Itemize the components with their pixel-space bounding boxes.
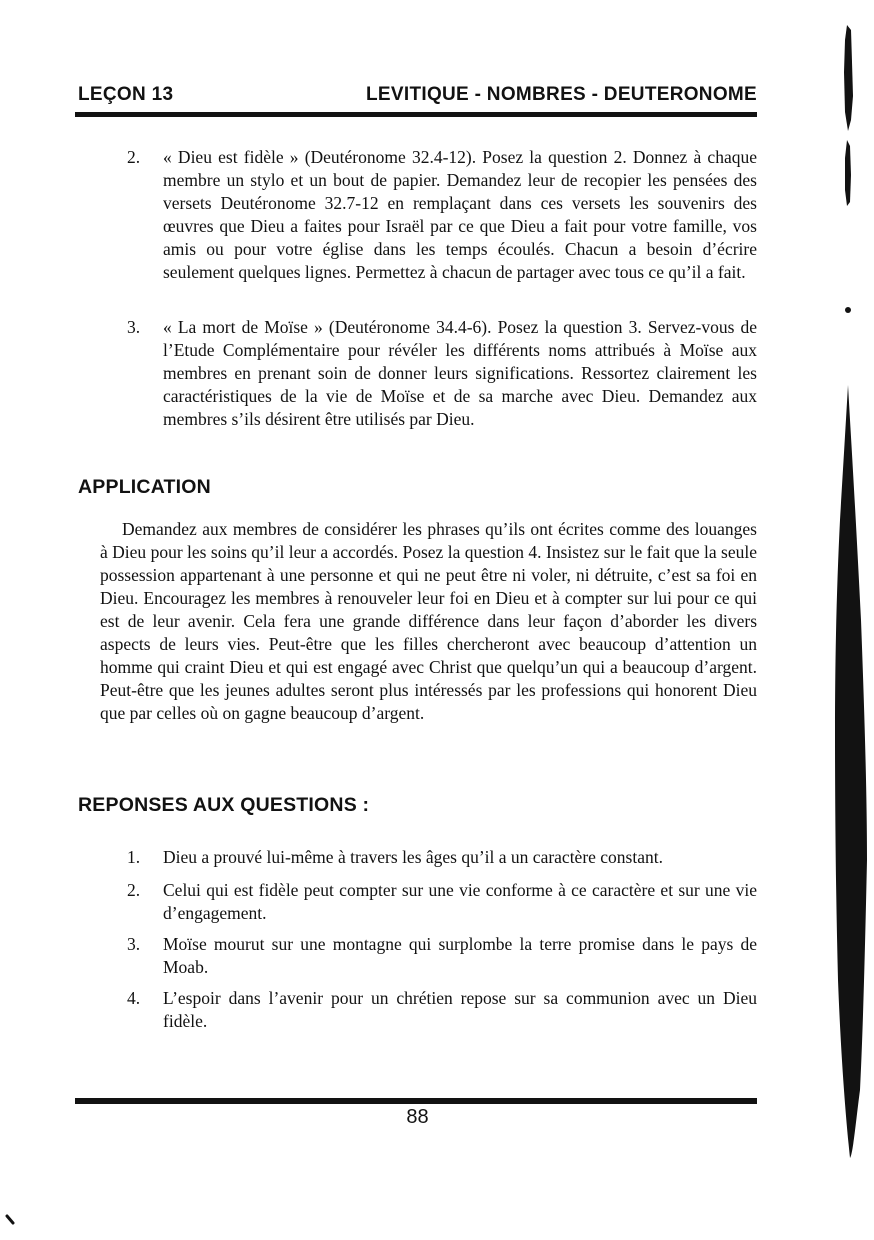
application-heading: APPLICATION [78,476,211,498]
item-number: 2. [127,880,141,900]
item-text: L’espoir dans l’avenir pour un chrétien repose sur sa communion avec un Dieu fidèle. [163,988,757,1031]
item-text: « Dieu est fidèle » (Deutéronome 32.4-12). Posez la question 2. Donnez à chaque membre un stylo et un bout de papier. Demandez leur de recopier les pensées des versets Deutéronome 32.7-12 en remplaçant dans ces versets les souvenirs des œuvres que Dieu a faites pour Israël par ce que Dieu a fait pour votre famille, vos amis ou pour votre église dans les temps écoulés. Chacun a besoin d’écrire seulement quelques lignes. Permettez à chacun de partager avec tous ce qu’il a fait. [163,147,757,282]
item-text: Moïse mourut sur une montagne qui surplombe la terre promise dans le pays de Moab. [163,934,757,977]
scan-artifact-dot [845,307,851,313]
item-number: 4. [127,988,141,1008]
footer-rule [75,1098,757,1104]
answer-item-2 [127,879,757,925]
responses-heading: REPONSES AUX QUESTIONS : [78,794,370,816]
answer-item-4 [127,987,757,1033]
answer-item-1 [127,846,757,869]
book-title: LEVITIQUE - NOMBRES - DEUTERONOME [366,84,757,105]
item-text: « La mort de Moïse » (Deutéronome 34.4-6). Posez la question 3. Servez-vous de l’Etude Complémentaire pour révéler les différents noms attribués à Moïse aux membres en prenant soin de donner leurs significations. Ressortez clairement les caractéristiques de la vie de Moïse et de sa marche avec Dieu. Demandez aux membres s’ils désirent être utilisés par Dieu. [163,317,757,429]
header-rule [75,112,757,117]
procedure-item-2 [127,146,757,284]
scan-artifact-streak-top [844,25,853,131]
item-number: 2. [127,147,141,167]
lesson-label: LEÇON 13 [78,84,174,105]
scan-artifact-blob [835,385,867,1158]
page-header [78,84,757,106]
scan-artifact-mark-bottom-left [7,1216,13,1223]
page-number: 88 [406,1106,429,1128]
answer-item-3 [127,933,757,979]
item-number: 3. [127,317,141,337]
item-text: Celui qui est fidèle peut compter sur une vie conforme à ce caractère et sur une vie d’engagement. [163,880,757,923]
scan-artifact-streak-mid [845,140,851,206]
item-number: 1. [127,847,141,867]
application-paragraph: Demandez aux membres de considérer les phrases qu’ils ont écrites comme des louanges à Dieu pour les soins qu’il leur a accordés. Posez la question 4. Insistez sur le fait que la seule possession appartenant à une personne et qui ne peut être ni voler, ni détruite, c’est sa foi en Dieu. Encouragez les membres à renouveler leur foi en Dieu et à compter sur lui pour ce qui est de leur avenir. Cela fera une grande différence dans leur façon d’aborder les divers aspects de leurs vies. Peut-être que les filles chercheront avec beaucoup d’attention un homme qui craint Dieu et qui est engagé avec Christ que quelqu’un qui a beaucoup d’argent. Peut-être que les jeunes adultes seront plus intéressés par les professions qui honorent Dieu que par celles où on gagne beaucoup d’argent. [100,519,757,723]
item-text: Dieu a prouvé lui-même à travers les âges qu’il a un caractère constant. [163,847,663,867]
procedure-item-3 [127,316,757,431]
item-number: 3. [127,934,141,954]
